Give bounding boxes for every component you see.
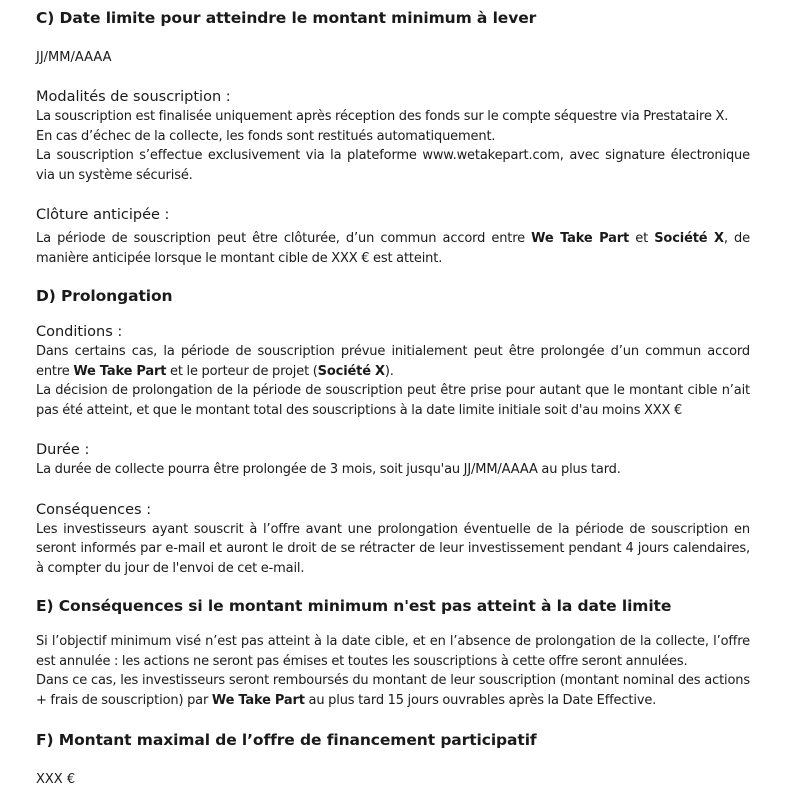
cloture-text: [36, 229, 750, 268]
duree-heading: Durée :: [36, 442, 90, 458]
conditions-text-mid: et le porteur de projet (: [166, 363, 318, 379]
section-c-title: C) Date limite pour atteindre le montant minimum à lever: [36, 9, 537, 27]
modalites-line-2: En cas d’échec de la collecte, les fonds sont restitués automatiquement.: [36, 128, 496, 144]
cloture-text-mid: et: [629, 231, 655, 246]
conditions-text-end: ).: [384, 363, 394, 379]
max-offer-amount: XXX €: [36, 772, 76, 787]
section-e-paragraph-2: [36, 671, 750, 710]
modalites-line-3: La souscription s’effectue exclusivement via la plateforme www.wetakepart.com, avec signature électronique via un système sécurisé.: [36, 148, 750, 183]
cloture-text-end: , de manière anticipée lorsque le montant cible de XXX € est atteint.: [36, 231, 750, 266]
section-e-text-start: Dans ce cas, les investisseurs seront remboursés du montant de leur souscription (montant nominal des actions + frais de souscription) par: [36, 673, 750, 708]
party-we-take-part: We Take Part: [531, 231, 630, 246]
conditions-heading: Conditions :: [36, 324, 123, 340]
consequences-text: Les investisseurs ayant souscrit à l’offre avant une prolongation éventuelle de la période de souscription en seront informés par e-mail et auront le droit de se rétracter de leur investissement pendant 4 jours calendaires, à compter du jour de l'envoi de cet e-mail.: [36, 521, 750, 576]
cloture-text-start: La période de souscription peut être clôturée, d’un commun accord entre: [36, 231, 532, 246]
party-societe-x: Société X: [654, 231, 724, 246]
cloture-heading: Clôture anticipée :: [36, 207, 170, 223]
section-d-title: D) Prolongation: [36, 287, 173, 305]
party-we-take-part: We Take Part: [211, 692, 305, 708]
conditions-paragraph-1: [36, 342, 750, 381]
conditions-text-start: Dans certains cas, la période de souscription prévue initialement peut être prolongée d’un commun accord entre: [36, 344, 750, 379]
section-f-title: F) Montant maximal de l’offre de financement participatif: [36, 731, 537, 749]
deadline-date: JJ/MM/AAAA: [36, 50, 112, 65]
section-e-text-end: au plus tard 15 jours ouvrables après la Date Effective.: [304, 692, 657, 708]
modalites-line-1: La souscription est finalisée uniquement après réception des fonds sur le compte séquestre via Prestataire X.: [36, 109, 729, 124]
party-we-take-part: We Take Part: [73, 363, 167, 379]
conditions-paragraph-2: La décision de prolongation de la période de souscription peut être prise pour autant que le montant cible n’ait pas été atteint, et que le montant total des souscriptions à la date limite initiale soit d'au moins XXX €: [36, 383, 750, 418]
section-e-title: E) Conséquences si le montant minimum n'est pas atteint à la date limite: [36, 597, 672, 615]
section-e-paragraph-1: Si l’objectif minimum visé n’est pas atteint à la date cible, et en l’absence de prolongation de la collecte, l’offre est annulée : les actions ne seront pas émises et toutes les souscriptions à cette offre seront annulées.: [36, 634, 750, 669]
consequences-heading: Conséquences :: [36, 501, 152, 518]
duree-text: La durée de collecte pourra être prolongée de 3 mois, soit jusqu'au JJ/MM/AAAA au plus tard.: [36, 462, 621, 477]
party-societe-x: Société X: [317, 363, 385, 379]
modalites-heading: Modalités de souscription :: [36, 89, 231, 105]
